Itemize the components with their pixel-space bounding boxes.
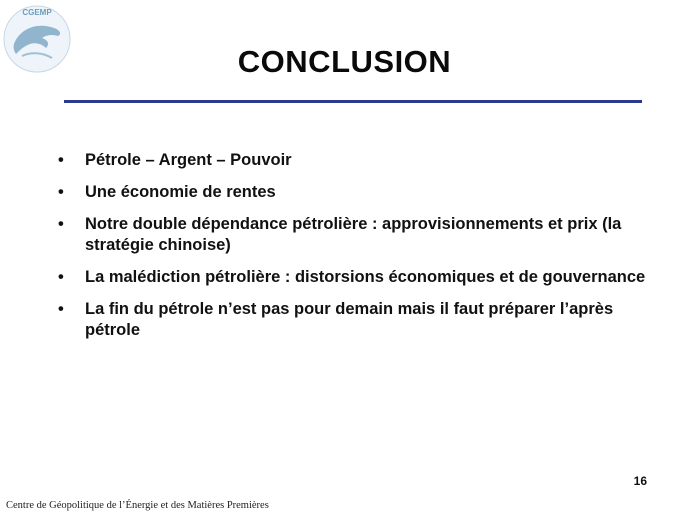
bullet-text: La malédiction pétrolière : distorsions économiques et de gouvernance xyxy=(85,268,646,286)
bullet-item xyxy=(58,214,648,256)
bullet-marker: • xyxy=(58,300,64,318)
bullet-text: Une économie de rentes xyxy=(85,183,276,201)
bullet-list xyxy=(58,150,648,352)
bullet-marker: • xyxy=(58,183,64,201)
bullet-item xyxy=(58,182,648,203)
bullet-item xyxy=(58,299,648,341)
title-divider xyxy=(64,100,642,103)
page-number: 16 xyxy=(633,474,647,488)
bullet-text: Notre double dépendance pétrolière : approvisionnements et prix (la stratégie chinoise) xyxy=(85,215,622,254)
bullet-marker: • xyxy=(58,215,64,233)
footer-text: Centre de Géopolitique de l’Énergie et des Matières Premières xyxy=(6,500,269,511)
bullet-marker: • xyxy=(58,268,64,286)
bullet-item xyxy=(58,150,648,171)
bullet-text: La fin du pétrole n’est pas pour demain mais il faut préparer l’après pétrole xyxy=(85,300,614,339)
bullet-item xyxy=(58,267,648,288)
slide-title: CONCLUSION xyxy=(237,44,452,79)
bullet-text: Pétrole – Argent – Pouvoir xyxy=(85,151,292,169)
svg-text:CGEMP: CGEMP xyxy=(22,8,52,17)
bullet-marker: • xyxy=(58,151,64,169)
